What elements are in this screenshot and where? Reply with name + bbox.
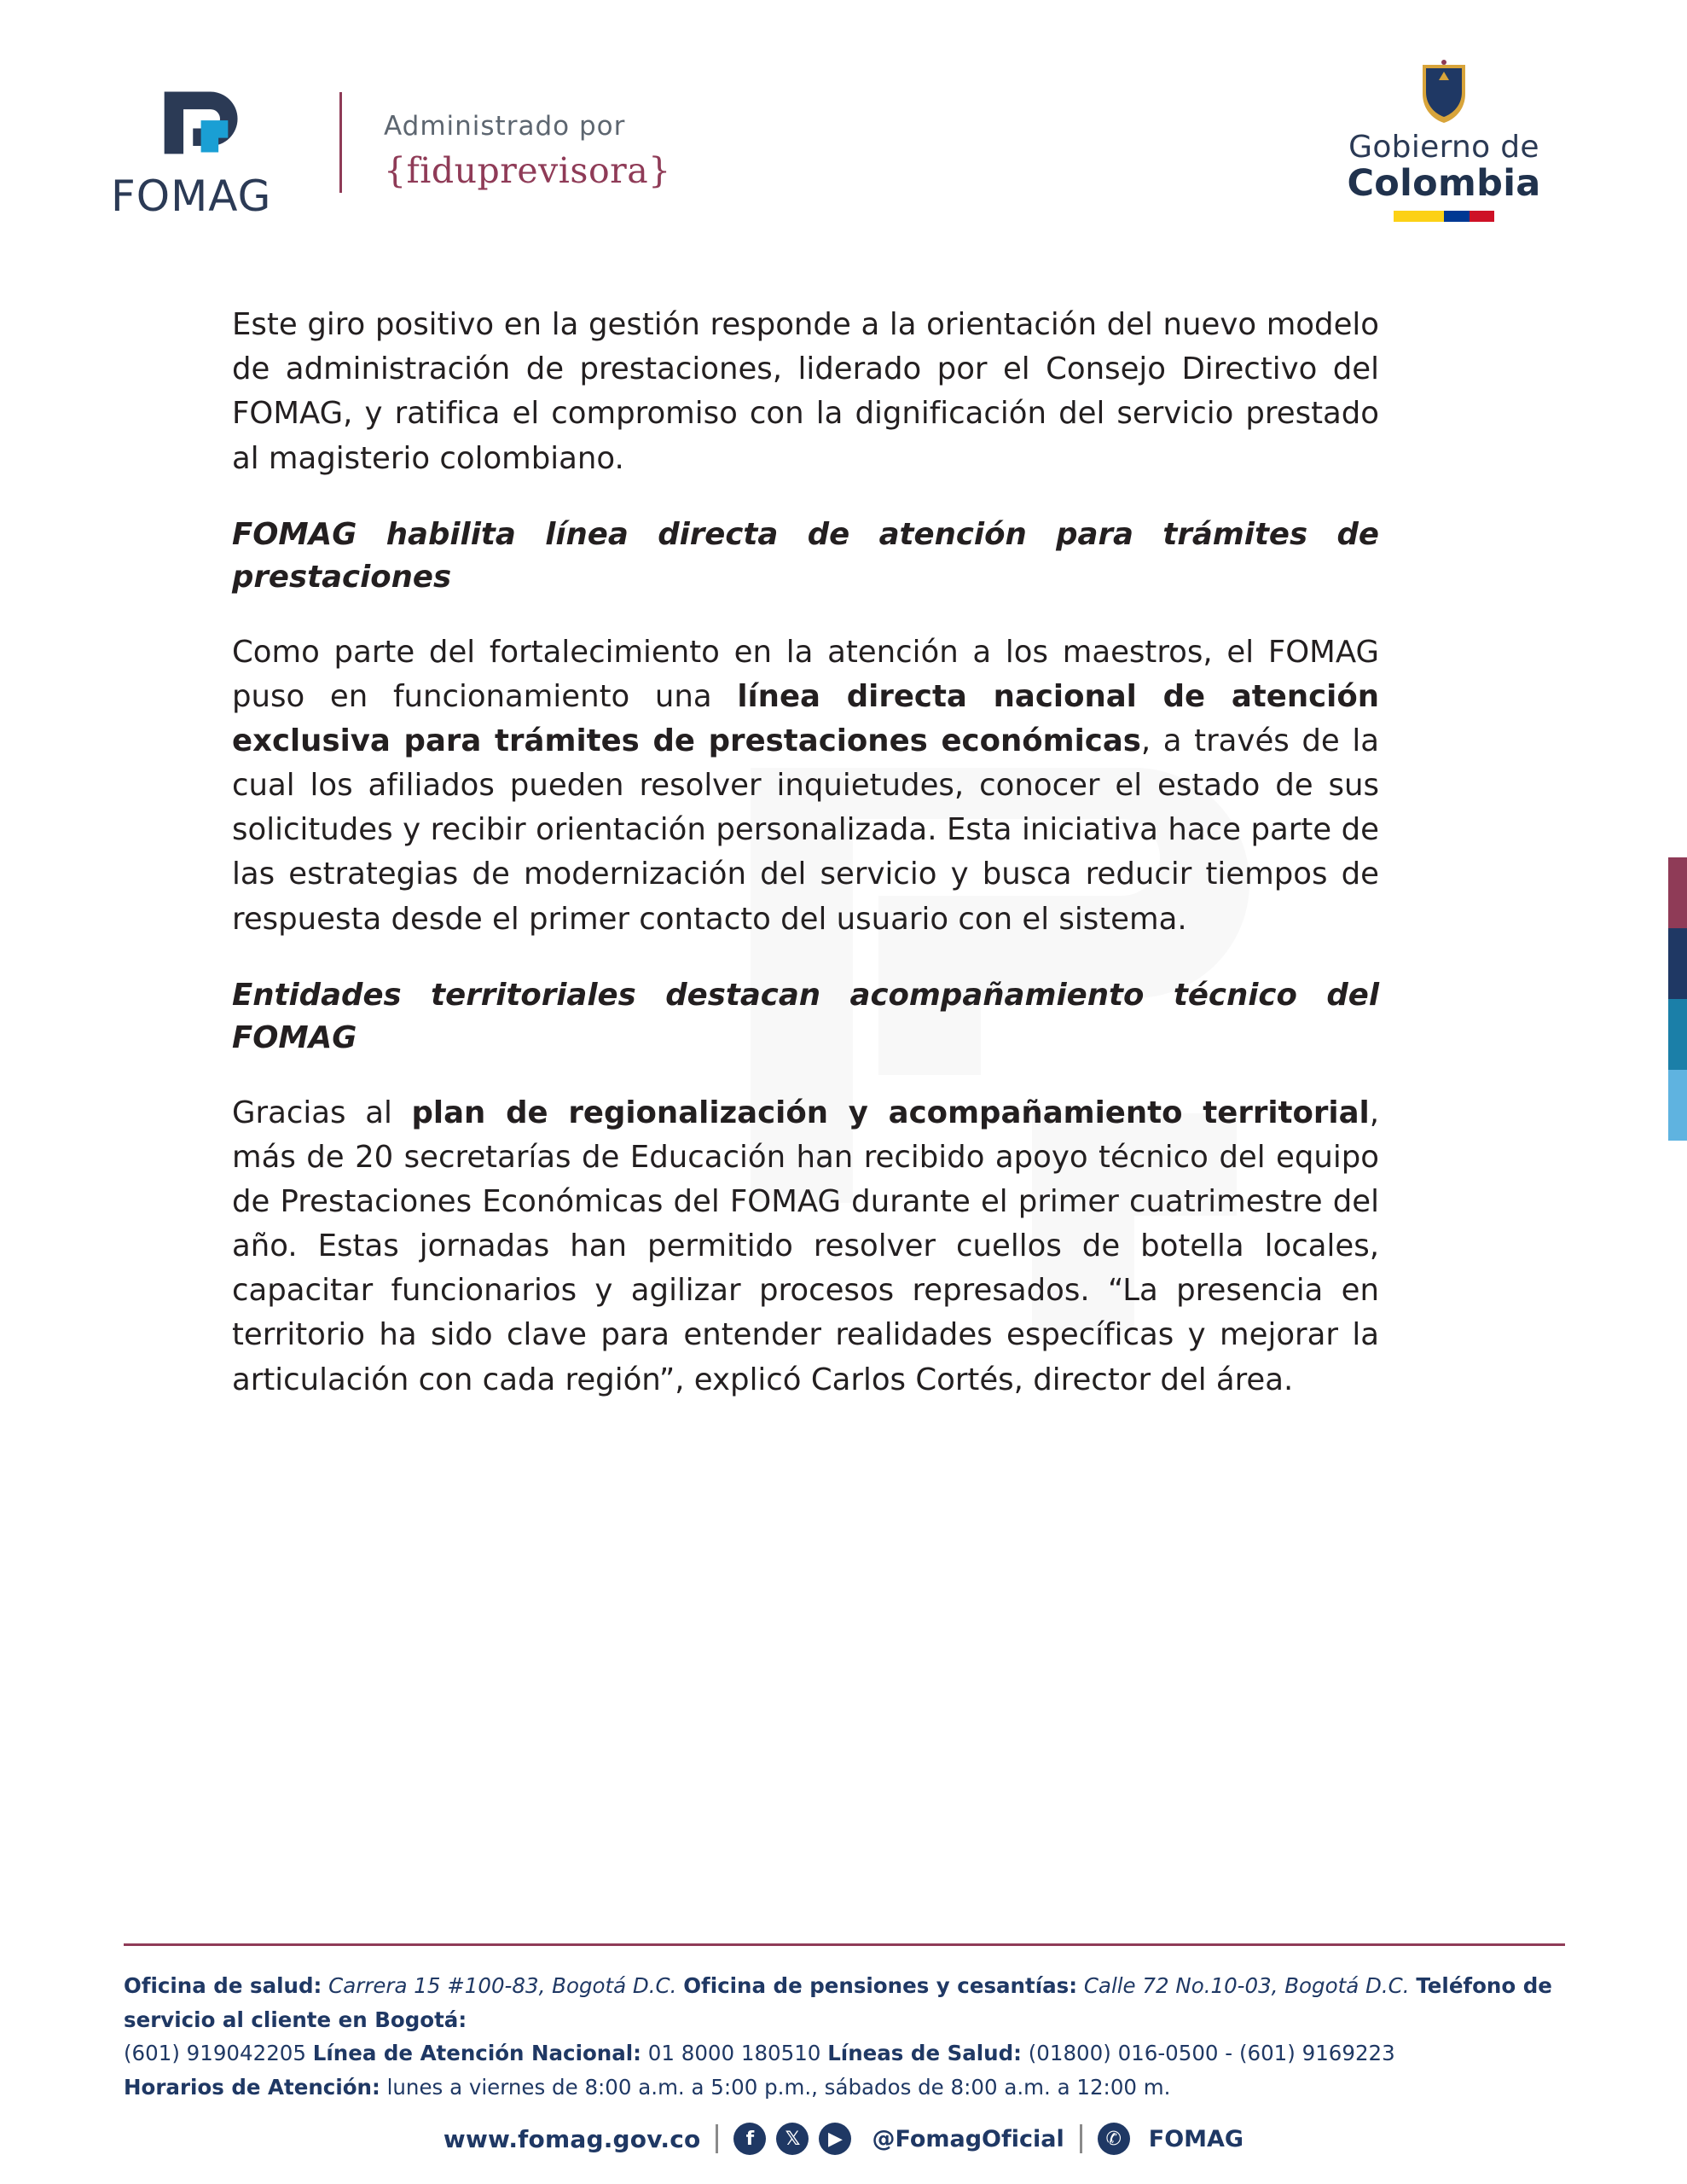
side-bar-4 bbox=[1668, 1070, 1687, 1141]
side-color-bars bbox=[1668, 857, 1687, 1141]
facebook-icon[interactable]: f bbox=[733, 2123, 766, 2155]
footer-label-telefono: Teléfono de servicio al cliente en Bogotá: bbox=[124, 1973, 1552, 2032]
subheading-entidades-territoriales: Entidades territoriales destacan acompañamiento técnico del FOMAG bbox=[232, 977, 1379, 1056]
paragraph-2-bold: línea directa nacional de atención exclusiva para trámites de prestaciones económicas bbox=[232, 678, 1379, 758]
administered-by-block bbox=[384, 111, 671, 191]
side-bar-1 bbox=[1668, 857, 1687, 928]
footer-separator bbox=[716, 2124, 718, 2153]
side-bar-2 bbox=[1668, 928, 1687, 999]
header-divider bbox=[339, 92, 342, 193]
colombia-shield-icon bbox=[1416, 60, 1472, 128]
footer-value-horarios: lunes a viernes de 8:00 a.m. a 5:00 p.m., sábados de 8:00 a.m. a 12:00 m. bbox=[380, 2075, 1171, 2100]
footer-contact-info bbox=[124, 1969, 1574, 2105]
paragraph-linea-directa bbox=[232, 630, 1379, 942]
footer-separator-2 bbox=[1080, 2124, 1082, 2153]
footer-value-oficina-pensiones: Calle 72 No.10-03, Bogotá D.C. bbox=[1077, 1973, 1417, 1998]
footer-label-horarios: Horarios de Atención: bbox=[124, 2075, 380, 2100]
paragraph-3-bold: plan de regionalización y acompañamiento territorial bbox=[411, 1095, 1370, 1130]
fomag-logo bbox=[111, 81, 324, 221]
page-footer bbox=[0, 1928, 1687, 2184]
paragraph-regionalizacion bbox=[232, 1091, 1379, 1403]
paragraph-3-part2: , más de 20 secretarías de Educación han recibido apoyo técnico del equipo de Prestaciones Económicas del FOMAG durante el primer cuatrimestre del año. Estas jornadas han permitido resolver cuellos de botella locales, capacitar funcionarios y agilizar procesos represados. “La presencia en territorio ha sido clave para entender realidades específicas y mejorar la articulación con cada región”, explicó Carlos Cortés, director del área. bbox=[232, 1095, 1379, 1397]
website-link[interactable]: www.fomag.gov.co bbox=[443, 2124, 701, 2153]
document-content bbox=[232, 303, 1379, 1435]
x-twitter-icon[interactable]: 𝕏 bbox=[776, 2123, 809, 2155]
footer-value-linea-nacional: 01 8000 180510 bbox=[641, 2041, 828, 2066]
footer-line-1 bbox=[124, 1969, 1574, 2036]
footer-label-lineas-salud: Líneas de Salud: bbox=[827, 2041, 1022, 2066]
paragraph-intro: Este giro positivo en la gestión responde a la orientación del nuevo modelo de administración de prestaciones, liderado por el Consejo Directivo del FOMAG, y ratifica el compromiso con la dignificación del servicio prestado al magisterio colombiano. bbox=[232, 307, 1379, 476]
paragraph-3-part1: Gracias al bbox=[232, 1095, 412, 1130]
colombia-flag-icon bbox=[1394, 211, 1494, 222]
footer-label-linea-nacional: Línea de Atención Nacional: bbox=[312, 2041, 641, 2066]
footer-divider bbox=[124, 1943, 1565, 1946]
administered-by-label: Administrado por bbox=[384, 111, 626, 142]
footer-line-2 bbox=[124, 2036, 1574, 2071]
whatsapp-handle[interactable]: FOMAG bbox=[1148, 2125, 1244, 2152]
fomag-mark-icon bbox=[148, 81, 244, 163]
social-handle[interactable]: @FomagOficial bbox=[872, 2125, 1064, 2152]
footer-value-lineas-salud: (01800) 016-0500 - (601) 9169223 bbox=[1021, 2041, 1395, 2066]
fomag-wordmark: FOMAG bbox=[111, 171, 272, 221]
government-logo bbox=[1312, 60, 1576, 222]
footer-value-oficina-salud: Carrera 15 #100-83, Bogotá D.C. bbox=[322, 1973, 684, 1998]
government-line-1: Gobierno de bbox=[1348, 130, 1539, 165]
footer-line-3 bbox=[124, 2071, 1574, 2105]
social-icons-group bbox=[733, 2123, 851, 2155]
footer-value-telefono: (601) 919042205 bbox=[124, 2041, 313, 2066]
footer-label-oficina-salud: Oficina de salud: bbox=[124, 1973, 322, 1998]
paragraph-2-part1: Como parte del fortalecimiento en la atención a los maestros, el FOMAG puso en funcionamiento una bbox=[232, 634, 1379, 714]
paragraph-2-part2: , a través de la cual los afiliados pueden resolver inquietudes, conocer el estado de sus solicitudes y recibir orientación personalizada. Esta iniciativa hace parte de las estrategias de modernización del servicio y busca reducir tiempos de respuesta desde el primer contacto del usuario con el sistema. bbox=[232, 723, 1379, 937]
side-bar-3 bbox=[1668, 999, 1687, 1070]
footer-social-bar bbox=[0, 2123, 1687, 2155]
page-header bbox=[0, 0, 1687, 282]
subheading-linea-directa: FOMAG habilita línea directa de atención para trámites de prestaciones bbox=[232, 516, 1379, 595]
fiduprevisora-logo: {fiduprevisora} bbox=[384, 150, 671, 191]
footer-label-oficina-pensiones: Oficina de pensiones y cesantías: bbox=[683, 1973, 1078, 1998]
youtube-icon[interactable]: ▶ bbox=[819, 2123, 851, 2155]
government-line-2: Colombia bbox=[1347, 162, 1541, 205]
whatsapp-icon[interactable]: ✆ bbox=[1098, 2123, 1130, 2155]
